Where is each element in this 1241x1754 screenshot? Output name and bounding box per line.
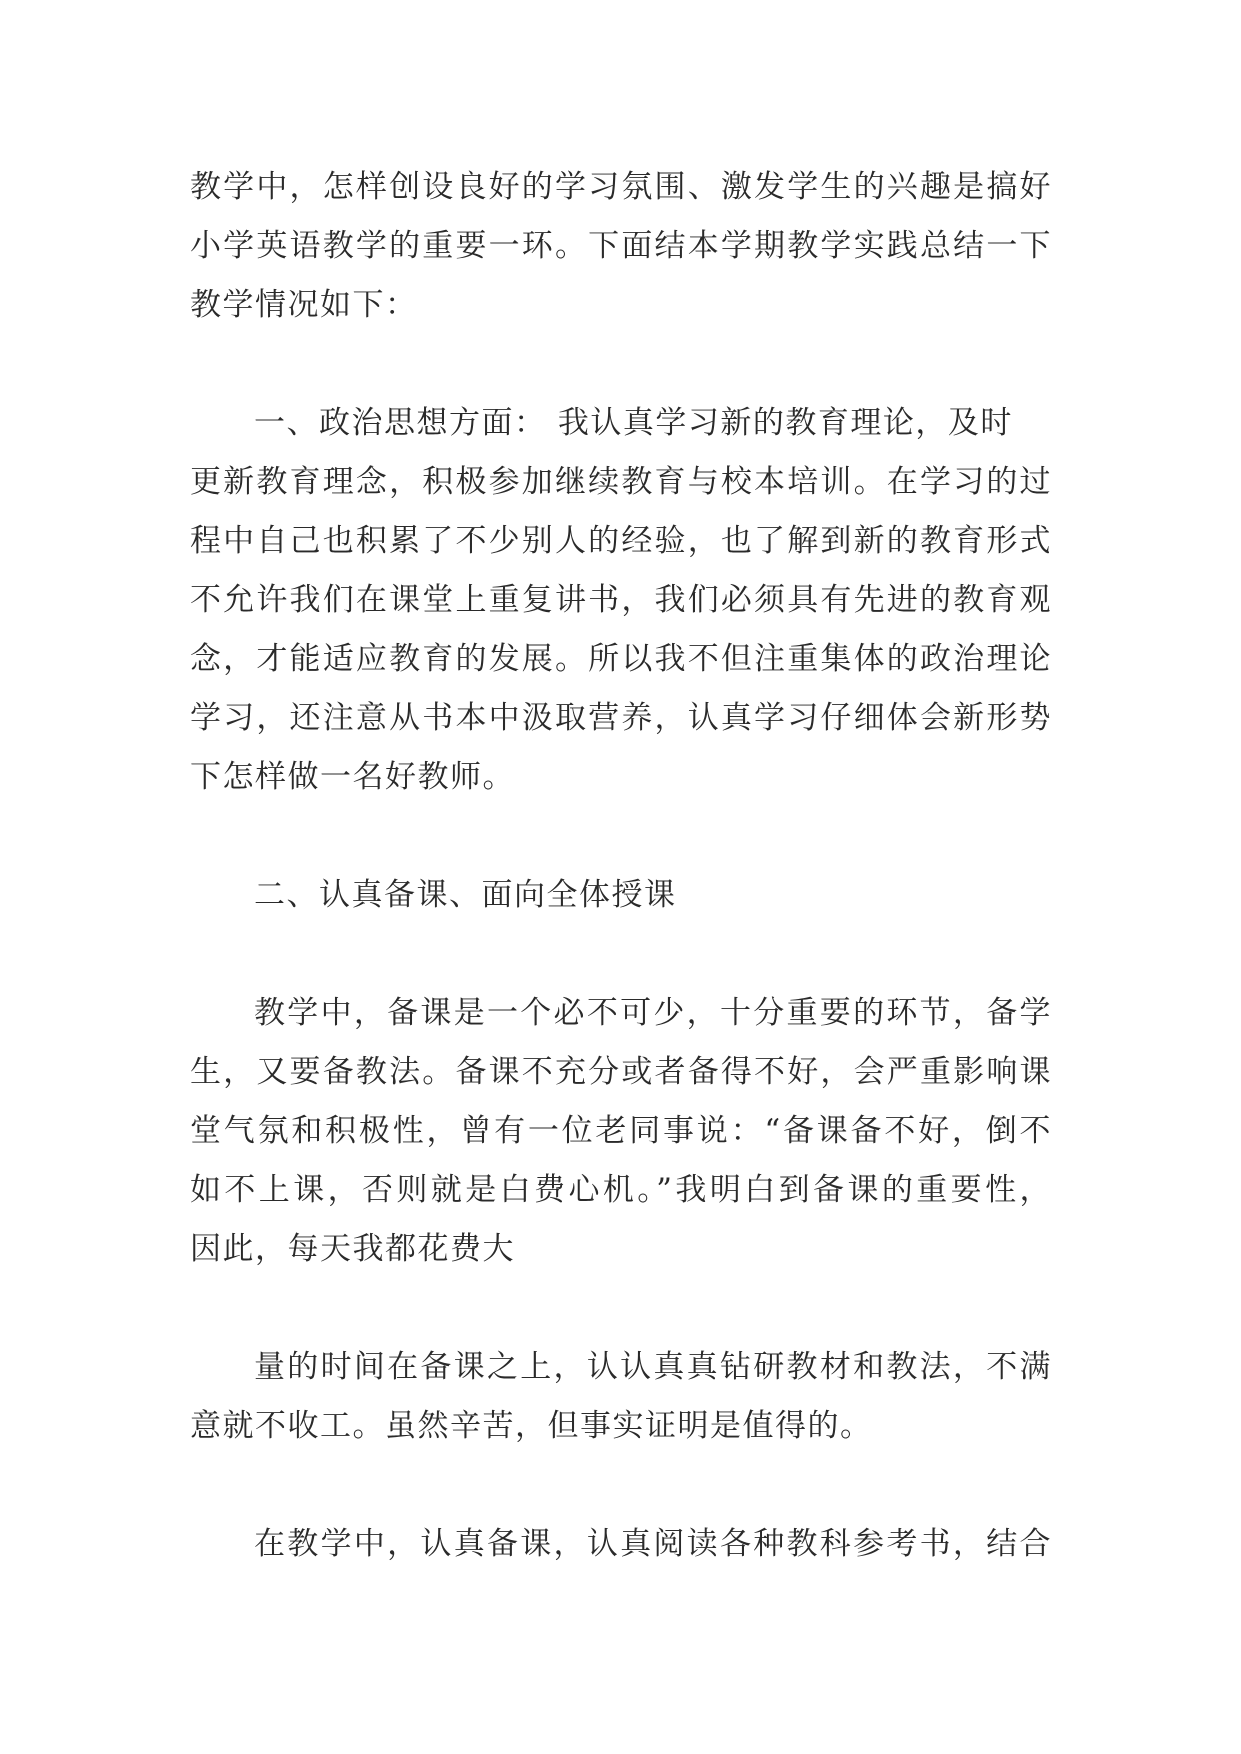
text-line: 意就不收工。虽然辛苦，但事实证明是值得的。 (190, 1408, 873, 1444)
text-line: 教学情况如下： (190, 287, 418, 323)
paragraph-time-spent (190, 1338, 1052, 1456)
text-line: 二、认真备课、面向全体授课 (254, 877, 677, 913)
text-line: 量的时间在备课之上，认认真真钻研教材和教法，不满 (254, 1349, 1052, 1385)
text-line: 因此，每天我都花费大 (190, 1231, 515, 1267)
text-line: 念，才能适应教育的发展。所以我不但注重集体的政治理论 (190, 641, 1052, 677)
paragraph-teaching (190, 1515, 1052, 1574)
document-body (190, 158, 1052, 1633)
section-heading-lesson-prep (190, 866, 1052, 925)
text-line: 在教学中，认真备课，认真阅读各种教科参考书，结合 (254, 1526, 1052, 1562)
text-line: 不允许我们在课堂上重复讲书，我们必须具有先进的教育观 (190, 582, 1052, 618)
text-line: 一、政治思想方面： 我认真学习新的教育理论，及时 (254, 405, 1013, 441)
text-line: 更新教育理念，积极参加继续教育与校本培训。在学习的过 (190, 464, 1052, 500)
text-line: 教学中，备课是一个必不可少，十分重要的环节，备学 (254, 995, 1052, 1031)
paragraph-lesson-prep (190, 984, 1052, 1279)
text-line: 如不上课，否则就是白费心机。”我明白到备课的重要性， (190, 1172, 1052, 1208)
paragraph-intro (190, 158, 1052, 335)
text-line: 堂气氛和积极性，曾有一位老同事说：“备课备不好，倒不 (190, 1113, 1052, 1149)
text-line: 学习，还注意从书本中汲取营养，认真学习仔细体会新形势 (190, 700, 1052, 736)
text-line: 小学英语教学的重要一环。下面结本学期教学实践总结一下 (190, 228, 1052, 264)
text-line: 生，又要备教法。备课不充分或者备得不好，会严重影响课 (190, 1054, 1052, 1090)
text-line: 程中自己也积累了不少别人的经验，也了解到新的教育形式 (190, 523, 1052, 559)
text-line: 教学中，怎样创设良好的学习氛围、激发学生的兴趣是搞好 (190, 169, 1052, 205)
text-line: 下怎样做一名好教师。 (190, 759, 515, 795)
paragraph-political-thought (190, 394, 1052, 807)
